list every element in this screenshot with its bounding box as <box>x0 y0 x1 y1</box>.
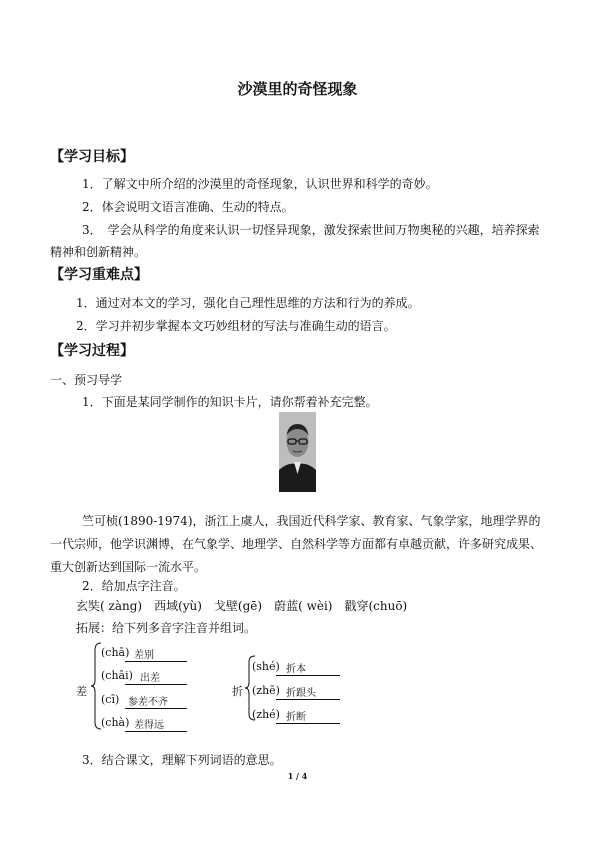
word-item: 差别 <box>134 650 154 661</box>
word-item: 折本 <box>286 664 306 675</box>
pinyin-item: (zhē) <box>252 684 280 697</box>
objective-line: 2．体会说明文语言准确、生动的特点。 <box>82 200 294 214</box>
question-line: 1．下面是某同学制作的知识卡片，请你帮着补充完整。 <box>82 395 378 409</box>
pinyin-item: (chāi) <box>101 669 133 682</box>
key-point-line: 2．学习并初步掌握本文巧妙组材的写法与准确生动的语言。 <box>76 319 396 333</box>
objective-line: 3． 学会从科学的角度来认识一切怪异现象，激发探索世间万物奥秘的兴趣，培养探索 <box>82 223 540 237</box>
pinyin-line: 玄奘( zàng) 西域(yù) 戈壁(gē) 蔚蓝( wèi) 戳穿(chuō) <box>76 599 408 613</box>
portrait-illustration <box>279 412 316 492</box>
portrait-photo <box>279 412 316 492</box>
answer-underline <box>276 699 340 700</box>
word-item: 参差不齐 <box>128 697 168 708</box>
page-title: 沙漠里的奇怪现象 <box>237 80 358 98</box>
key-point-line: 1．通过对本文的学习，强化自己理性思维的方法和行为的养成。 <box>76 296 420 310</box>
pinyin-item: (chā) <box>101 646 130 659</box>
part-heading: 一、预习导学 <box>50 373 123 387</box>
answer-underline <box>276 675 340 676</box>
pinyin-item: (cī) <box>101 693 120 706</box>
answer-underline <box>125 684 187 685</box>
answer-underline <box>125 708 187 709</box>
polyphone-char: 折 <box>232 685 243 698</box>
question-line: 3．结合课文，理解下列词语的意思。 <box>82 753 282 767</box>
word-item: 差得远 <box>134 720 164 731</box>
word-item: 折断 <box>286 712 306 723</box>
bio-paragraph: 竺可桢(1890-1974)，浙江上虞人，我国近代科学家、教育家、气象学家，地理学界的一代宗师，他学识渊博，在气象学、地理学、自然科学等方面都有卓越贡献，许多研究成果、重大创新达到国际一流水平。 <box>50 514 543 574</box>
answer-underline <box>125 661 187 662</box>
word-item: 出差 <box>140 673 160 684</box>
extend-line: 拓展：给下列多音字注音并组词。 <box>76 621 257 635</box>
pinyin-item: (chà) <box>101 716 130 729</box>
polyphone-char: 差 <box>76 685 87 698</box>
word-item: 折跟头 <box>286 688 316 699</box>
section-heading-objectives: 【学习目标】 <box>50 149 134 165</box>
objective-line: 1．了解文中所介绍的沙漠里的奇怪现象，认识世界和科学的奇妙。 <box>82 177 438 191</box>
section-heading-process: 【学习过程】 <box>50 343 134 359</box>
pinyin-item: (zhé) <box>252 708 280 721</box>
answer-underline <box>276 723 340 724</box>
objective-line: 精神和创新精神。 <box>50 245 147 259</box>
pinyin-item: (shé) <box>252 660 280 673</box>
question-line: 2．给加点字注音。 <box>82 579 186 593</box>
page-number: 1 / 4 <box>287 771 308 781</box>
section-heading-key-points: 【学习重难点】 <box>50 267 148 283</box>
answer-underline <box>125 731 187 732</box>
